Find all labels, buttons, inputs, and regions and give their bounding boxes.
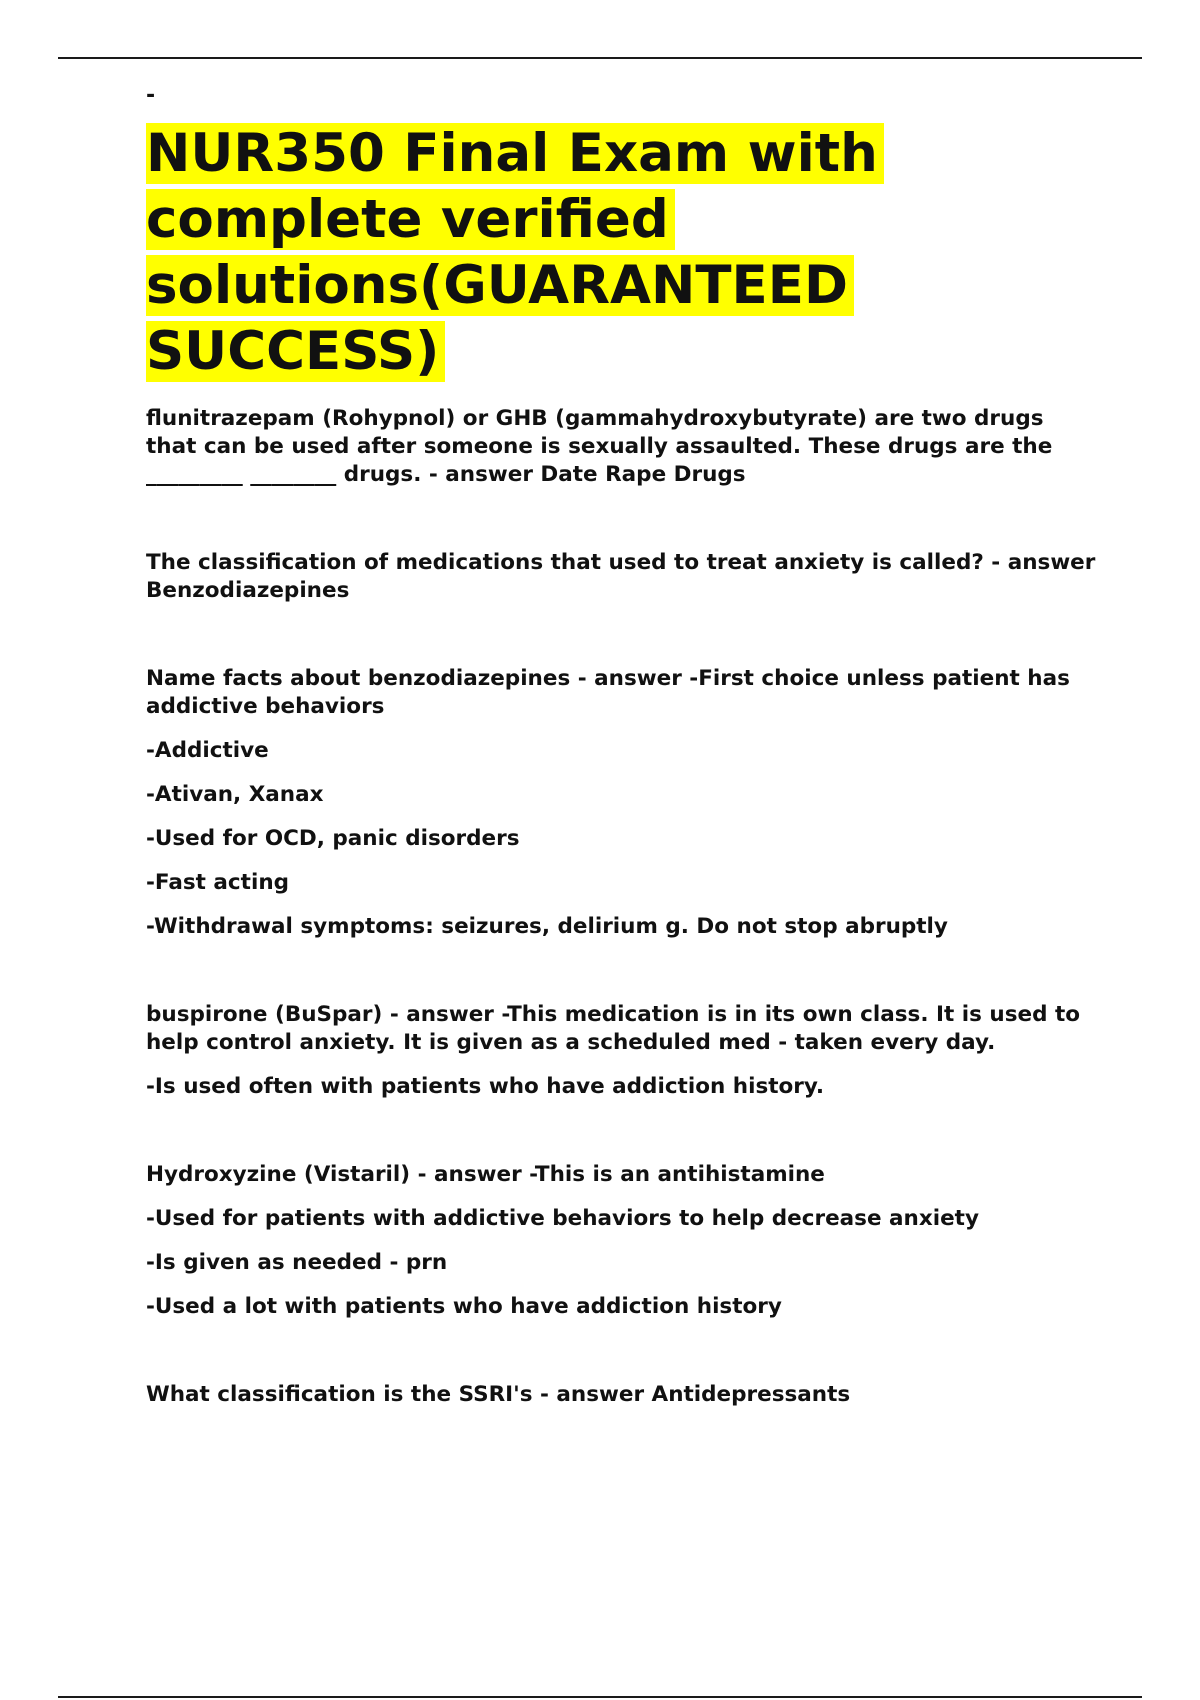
qa-list xyxy=(146,405,1096,1409)
qa-line: -Used for patients with addictive behaviors to help decrease anxiety xyxy=(146,1206,979,1231)
bottom-divider xyxy=(58,1696,1142,1698)
qa-entry xyxy=(146,549,1096,605)
entry-spacer xyxy=(146,1117,1096,1161)
title-highlight: NUR350 Final Exam with complete verified solutions(GUARANTEED SUCCESS) xyxy=(146,123,884,382)
qa-entry xyxy=(146,1001,1096,1101)
qa-line: -Addictive xyxy=(146,738,269,763)
qa-line: The classification of medications that used to treat anxiety is called? - answer Benzodiazepines xyxy=(146,550,1096,603)
qa-line: buspirone (BuSpar) - answer -This medication is in its own class. It is used to help control anxiety. It is given as a scheduled med - taken every day. xyxy=(146,1002,1081,1055)
qa-line: Name facts about benzodiazepines - answer -First choice unless patient has addictive behaviors xyxy=(146,666,1070,719)
qa-line: -Ativan, Xanax xyxy=(146,782,324,807)
qa-entry xyxy=(146,405,1096,489)
qa-line: -Is used often with patients who have addiction history. xyxy=(146,1074,825,1099)
qa-entry xyxy=(146,665,1096,941)
qa-line: -Is given as needed - prn xyxy=(146,1250,448,1275)
qa-line: flunitrazepam (Rohypnol) or GHB (gammahydroxybutyrate) are two drugs that can be used after someone is sexually assaulted. These drugs are the _________ ________ drugs. - answer Date Rape Drugs xyxy=(146,406,1053,487)
qa-entry xyxy=(146,1381,1096,1409)
document-title xyxy=(146,121,1096,385)
top-divider xyxy=(58,57,1142,59)
qa-line: -Used a lot with patients who have addiction history xyxy=(146,1294,782,1319)
qa-line: Hydroxyzine (Vistaril) - answer -This is an antihistamine xyxy=(146,1162,825,1187)
document-body xyxy=(146,85,1096,1425)
qa-entry xyxy=(146,1161,1096,1321)
entry-spacer xyxy=(146,1337,1096,1381)
qa-line: -Withdrawal symptoms: seizures, delirium g. Do not stop abruptly xyxy=(146,914,948,939)
qa-line: What classification is the SSRI's - answer Antidepressants xyxy=(146,1382,851,1407)
entry-spacer xyxy=(146,957,1096,1001)
entry-spacer xyxy=(146,621,1096,665)
qa-line: -Fast acting xyxy=(146,870,290,895)
qa-line: -Used for OCD, panic disorders xyxy=(146,826,520,851)
entry-spacer xyxy=(146,505,1096,549)
top-dash-mark: - xyxy=(146,83,156,108)
